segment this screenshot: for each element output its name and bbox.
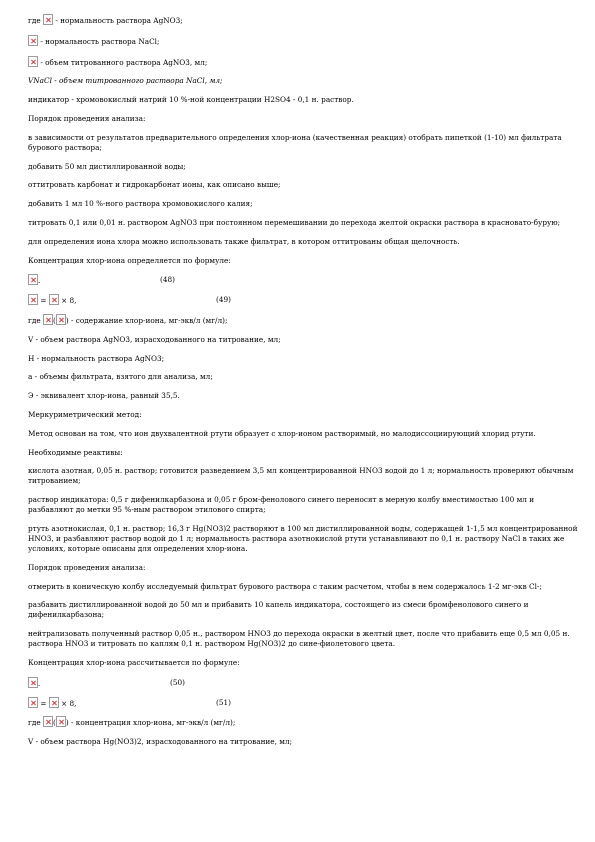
- broken-image-icon: [43, 314, 53, 325]
- equation-number-48: (48): [160, 275, 175, 285]
- step-measure-filtrate: отмерить в коническую колбу исследуемый фильтрат бурового раствора с таким расчетом, чтобы в нем содержалось 1-2 мг-экв Cl-;: [28, 581, 542, 591]
- broken-image-icon: [43, 716, 53, 727]
- document-page: [28, 14, 578, 756]
- step-dilute: разбавить дистиллированной водой до 50 мл и прибавить 10 капель индикатора, состоящего из смеси бромфенолового синего и дифенилкарбазона;: [28, 600, 529, 620]
- broken-image-icon: [56, 716, 66, 727]
- line-normality-agno3: где - нормальность раствора AgNO3;: [28, 16, 183, 25]
- line-equivalent: Э - эквивалент хлор-иона, равный 35,5.: [28, 391, 180, 401]
- heading-mercurimetric: Меркуриметрический метод:: [28, 409, 142, 419]
- formula-49: = × 8, (49): [28, 294, 578, 305]
- line-volume-v: V - объем раствора AgNO3, израсходованного на титрование, мл;: [28, 334, 281, 344]
- line-volume-agno3: - объем титрованного раствора AgNO3, мл;: [28, 56, 578, 68]
- reagent-mercury-nitrate: ртуть азотнокислая, 0,1 н. раствор; 16,3 г Hg(NO3)2 растворяют в 100 мл дистиллированной воды, содержащей 1-1,5 мл концентрированной HNO3, и разбавляют раствор водой до 1 л; нормальность раствора азотнокислой ртути устанавливают по 0,1 н. раствору NaCl в таких же условиях, которые описаны для определения хлор-иона.: [28, 523, 578, 553]
- equation-number-49: (49): [216, 295, 231, 305]
- equation-number-50: (50): [170, 677, 185, 687]
- line-method-basis: Метод основан на том, что ион двухвалентной ртути образует с хлор-ионом растворимый, но малодиссоциирующий хлорид ртути.: [28, 428, 536, 438]
- formula-50: . (50): [28, 677, 578, 688]
- equation-number-51: (51): [216, 697, 231, 707]
- line-indicator: индикатор - хромовокислый натрий 10 %-ной концентрации H2SO4 - 0,1 н. раствор.: [28, 95, 354, 105]
- line-volume-nacl: VNaCl - объем титрованного раствора NaCl, мл;: [28, 76, 223, 86]
- broken-image-icon: [28, 677, 38, 688]
- broken-image-icon: [28, 274, 38, 285]
- broken-image-icon: [43, 14, 53, 25]
- line-normality-nacl: - нормальность раствора NaCl;: [28, 35, 578, 47]
- formula-intro-2: Концентрация хлор-иона рассчитывается по формуле:: [28, 657, 240, 667]
- step-select-filtrate: в зависимости от результатов предварительного определения хлор-иона (качественная реакция) отобрать пипеткой (1-10) мл фильтрата бурового раствора;: [28, 132, 562, 152]
- step-add-water: добавить 50 мл дистиллированной воды;: [28, 161, 186, 171]
- broken-image-icon: [28, 35, 38, 46]
- broken-image-icon: [28, 294, 38, 305]
- line-chloride-content: где ( ) - содержание хлор-иона, мг-экв/л (мг/л);: [28, 315, 228, 325]
- reagent-nitric-acid: кислота азотная, 0,05 н. раствор; готовится разведением 3,5 мл концентрированной HNO3 водой до 1 л; нормальность проверяют обычным титрованием;: [28, 466, 574, 486]
- formula-51: = × 8, (51): [28, 697, 578, 708]
- broken-image-icon: [49, 697, 59, 708]
- step-use-filtrate: для определения иона хлора можно использовать также фильтрат, в котором оттитрованы общая щелочность.: [28, 236, 460, 246]
- heading-procedure-2: Порядок проведения анализа:: [28, 562, 146, 572]
- line-normality-h: H - нормальность раствора AgNO3;: [28, 353, 165, 363]
- step-titrate-carbonate: оттитровать карбонат и гидрокарбонат ионы, как описано выше;: [28, 180, 281, 190]
- broken-image-icon: [28, 56, 38, 67]
- step-add-chromate: добавить 1 мл 10 %-ного раствора хромовокислого калия;: [28, 199, 253, 209]
- step-titrate-agno3: титровать 0,1 или 0,01 н. раствором AgNO3 при постоянном перемешивании до перехода желтой окраски раствора в красновато-бурую;: [28, 217, 561, 227]
- reagent-indicator: раствор индикатора: 0,5 г дифенилкарбазона и 0,05 г бром-фенолового синего переносят в мерную колбу вместимостью 100 мл и разбавляют до метки 95 %-ным раствором этилового спирта;: [28, 495, 535, 515]
- broken-image-icon: [49, 294, 59, 305]
- formula-48: . (48): [28, 274, 578, 285]
- formula-intro-1: Концентрация хлор-иона определяется по формуле:: [28, 255, 231, 265]
- broken-image-icon: [56, 314, 66, 325]
- heading-reagents: Необходимые реактивы:: [28, 447, 123, 457]
- broken-image-icon: [28, 697, 38, 708]
- line-filtrate-a: a - объемы фильтрата, взятого для анализа, мл;: [28, 372, 213, 382]
- step-neutralize: нейтрализовать полученный раствор 0,05 н., раствором HNO3 до перехода окраски в желтый цвет, после что прибавить еще 0,5 мл 0,05 н. раствора HNO3 и титровать по каплям 0,1 н. раствором Hg(NO3)2 до сине-фиолетового цвета.: [28, 629, 570, 649]
- line-chloride-concentration: где ( ) - концентрация хлор-иона, мг-экв/л (мг/л);: [28, 718, 236, 728]
- line-volume-hg: V - объем раствора Hg(NO3)2, израсходованного на титрование, мл;: [28, 737, 293, 747]
- heading-procedure-1: Порядок проведения анализа:: [28, 113, 146, 123]
